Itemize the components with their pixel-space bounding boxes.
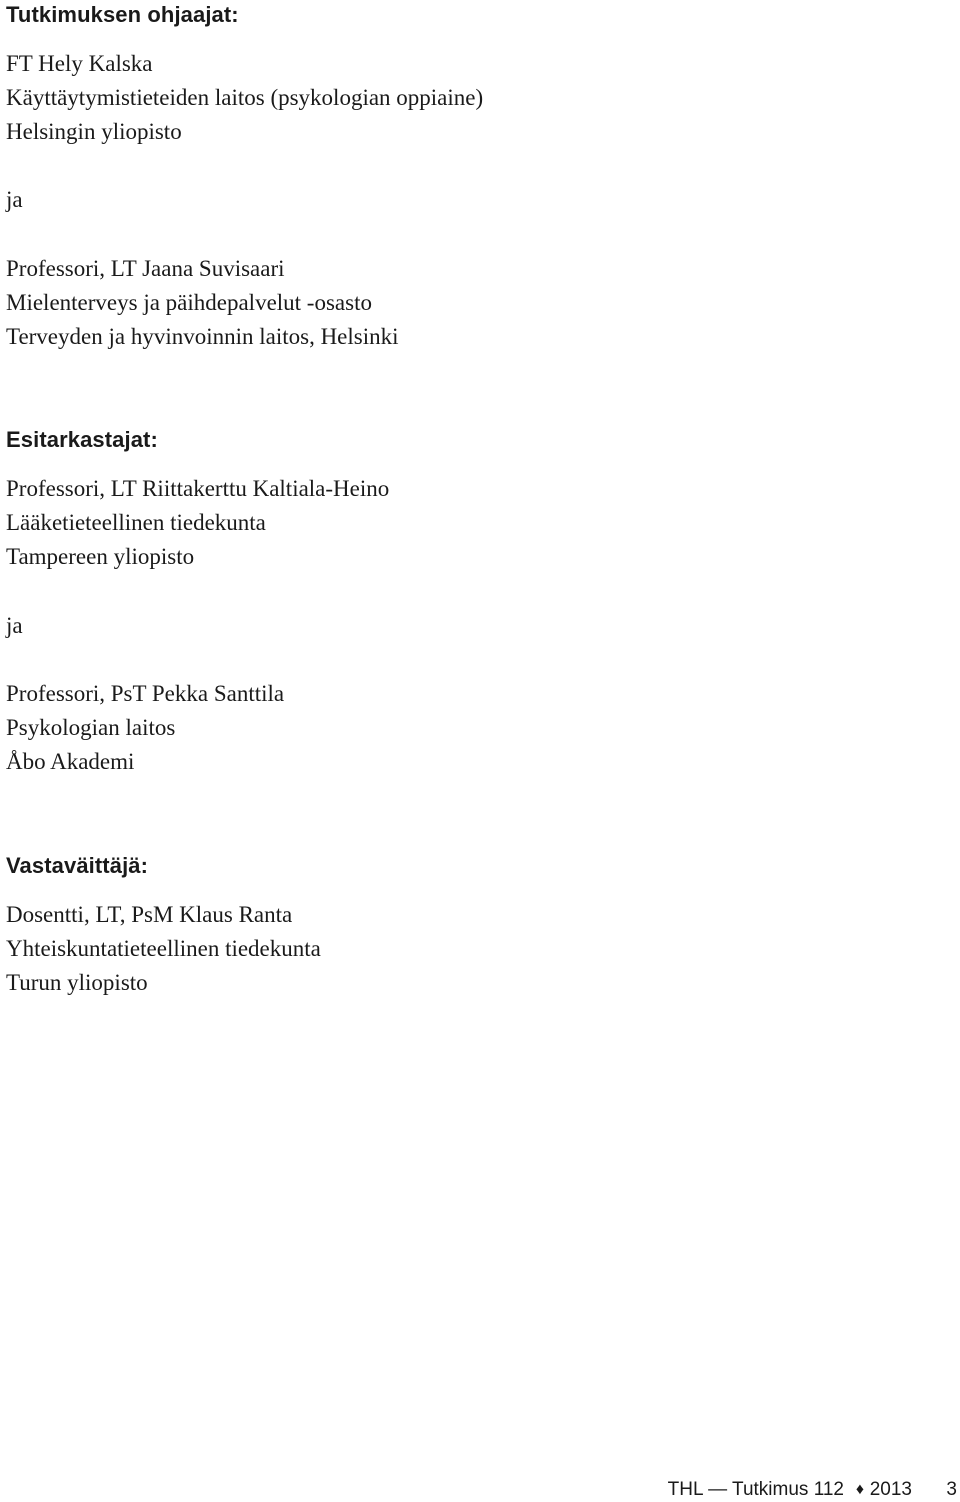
supervisor-2-institution: Terveyden ja hyvinvoinnin laitos, Helsinki — [6, 324, 399, 349]
footer-year: 2013 — [869, 1479, 912, 1500]
reviewers-heading: Esitarkastajat: — [6, 427, 158, 452]
footer-series: THL — Tutkimus 112 — [667, 1479, 844, 1500]
reviewer-1-department: Lääketieteellinen tiedekunta — [6, 510, 266, 535]
reviewer-2-institution: Åbo Akademi — [6, 749, 135, 774]
opponent-department: Yhteiskuntatieteellinen tiedekunta — [6, 936, 321, 961]
reviewers-connector: ja — [6, 613, 23, 638]
supervisor-1-name: FT Hely Kalska — [6, 51, 153, 76]
reviewer-1-institution: Tampereen yliopisto — [6, 544, 195, 569]
reviewer-1-name: Professori, LT Riittakerttu Kaltiala-Heino — [6, 476, 390, 501]
reviewer-2-name: Professori, PsT Pekka Santtila — [6, 681, 285, 706]
supervisor-1-department: Käyttäytymistieteiden laitos (psykologian oppiaine) — [6, 85, 484, 110]
page-number: 3 — [946, 1479, 957, 1500]
supervisors-heading: Tutkimuksen ohjaajat: — [6, 2, 239, 27]
opponent-institution: Turun yliopisto — [6, 970, 148, 995]
opponent-name: Dosentti, LT, PsM Klaus Ranta — [6, 902, 293, 927]
diamond-icon: ♦ — [855, 1481, 864, 1498]
supervisor-2-name: Professori, LT Jaana Suvisaari — [6, 256, 285, 281]
opponent-heading: Vastaväittäjä: — [6, 853, 149, 878]
supervisors-connector: ja — [6, 187, 23, 212]
supervisor-2-department: Mielenterveys ja päihdepalvelut -osasto — [6, 290, 372, 315]
supervisor-1-institution: Helsingin yliopisto — [6, 119, 182, 144]
page-footer — [660, 1478, 960, 1502]
reviewer-2-department: Psykologian laitos — [6, 715, 176, 740]
